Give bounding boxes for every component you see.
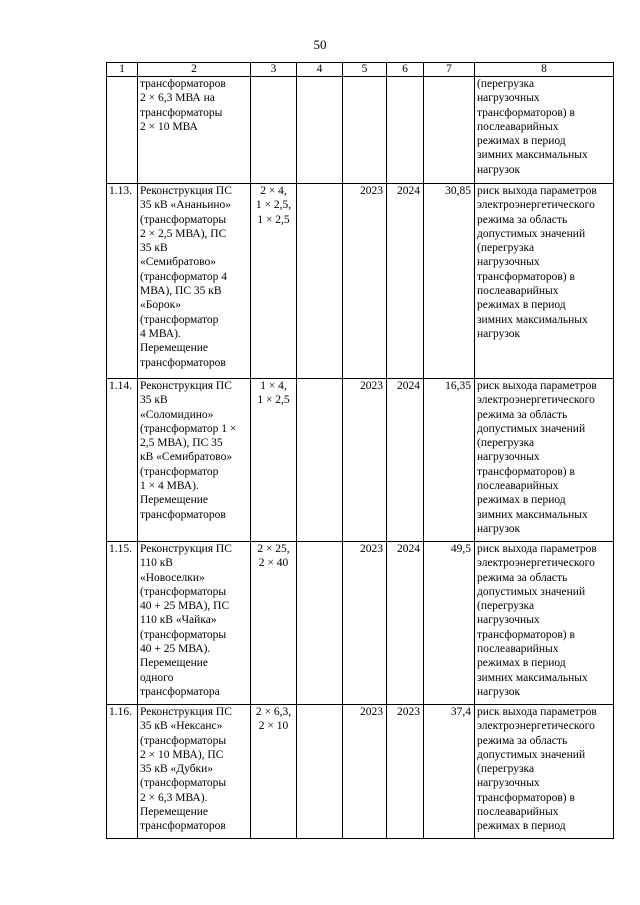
project-cost (424, 77, 475, 184)
project-cost: 49,5 (424, 542, 475, 705)
table-row (107, 542, 614, 705)
column-header: 4 (297, 63, 343, 77)
project-name: Реконструкция ПС 110 кВ «Новоселки» (трансформаторы 40 + 25 МВА), ПС 110 кВ «Чайка» (трансформаторы 40 + 25 МВА). Перемещение одного трансформатора (138, 542, 251, 705)
end-year: 2023 (387, 705, 424, 839)
start-year (343, 77, 387, 184)
end-year: 2024 (387, 542, 424, 705)
project-reason: риск выхода параметров электроэнергетического режима за область допустимых значений (перегрузка нагрузочных трансформаторов) в послеаварийных режимах в период зимних максимальных нагрузок (475, 379, 614, 542)
start-year: 2023 (343, 705, 387, 839)
column-4-cell (297, 542, 343, 705)
start-year: 2023 (343, 184, 387, 379)
table-row (107, 705, 614, 839)
column-header: 6 (387, 63, 424, 77)
transformer-capacity: 2 × 4, 1 × 2,5, 1 × 2,5 (251, 184, 297, 379)
row-number: 1.13. (107, 184, 138, 379)
transformer-capacity: 2 × 6,3, 2 × 10 (251, 705, 297, 839)
column-header: 2 (138, 63, 251, 77)
row-number: 1.16. (107, 705, 138, 839)
end-year: 2024 (387, 184, 424, 379)
transformer-capacity: 1 × 4, 1 × 2,5 (251, 379, 297, 542)
column-header: 1 (107, 63, 138, 77)
end-year: 2024 (387, 379, 424, 542)
table-row (107, 184, 614, 379)
column-4-cell (297, 184, 343, 379)
project-cost: 16,35 (424, 379, 475, 542)
column-header: 3 (251, 63, 297, 77)
transformer-capacity (251, 77, 297, 184)
project-reason: (перегрузка нагрузочных трансформаторов) в послеаварийных режимах в период зимних максимальных нагрузок (475, 77, 614, 184)
row-number: 1.14. (107, 379, 138, 542)
project-reason: риск выхода параметров электроэнергетического режима за область допустимых значений (перегрузка нагрузочных трансформаторов) в послеаварийных режимах в период зимних максимальных нагрузок (475, 542, 614, 705)
column-4-cell (297, 379, 343, 542)
project-name: Реконструкция ПС 35 кВ «Соломидино» (трансформатор 1 × 2,5 МВА), ПС 35 кВ «Семибратово» (трансформатор 1 × 4 МВА). Перемещение трансформаторов (138, 379, 251, 542)
table-row (107, 379, 614, 542)
project-cost: 30,85 (424, 184, 475, 379)
project-cost: 37,4 (424, 705, 475, 839)
page-number: 50 (313, 37, 327, 52)
column-4-cell (297, 77, 343, 184)
row-number: 1.15. (107, 542, 138, 705)
start-year: 2023 (343, 542, 387, 705)
column-header: 7 (424, 63, 475, 77)
column-4-cell (297, 705, 343, 839)
transformer-capacity: 2 × 25, 2 × 40 (251, 542, 297, 705)
project-name: Реконструкция ПС 35 кВ «Ананьино» (трансформаторы 2 × 2,5 МВА), ПС 35 кВ «Семибратово» (трансформатор 4 МВА), ПС 35 кВ «Борок» (трансформатор 4 МВА). Перемещение трансформаторов (138, 184, 251, 379)
project-name: трансформаторов 2 × 6,3 МВА на трансформаторы 2 × 10 МВА (138, 77, 251, 184)
table-row (107, 77, 614, 184)
end-year (387, 77, 424, 184)
row-number (107, 77, 138, 184)
column-header: 5 (343, 63, 387, 77)
project-reason: риск выхода параметров электроэнергетического режима за область допустимых значений (перегрузка нагрузочных трансформаторов) в послеаварийных режимах в период зимних максимальных нагрузок (475, 184, 614, 379)
start-year: 2023 (343, 379, 387, 542)
table-header-row (107, 63, 614, 77)
project-name: Реконструкция ПС 35 кВ «Нексанс» (трансформаторы 2 × 10 МВА), ПС 35 кВ «Дубки» (трансформаторы 2 × 6,3 МВА). Перемещение трансформаторов (138, 705, 251, 839)
investment-projects-table (106, 62, 614, 839)
column-header: 8 (475, 63, 614, 77)
project-reason: риск выхода параметров электроэнергетического режима за область допустимых значений (перегрузка нагрузочных трансформаторов) в послеаварийных режимах в период (475, 705, 614, 839)
